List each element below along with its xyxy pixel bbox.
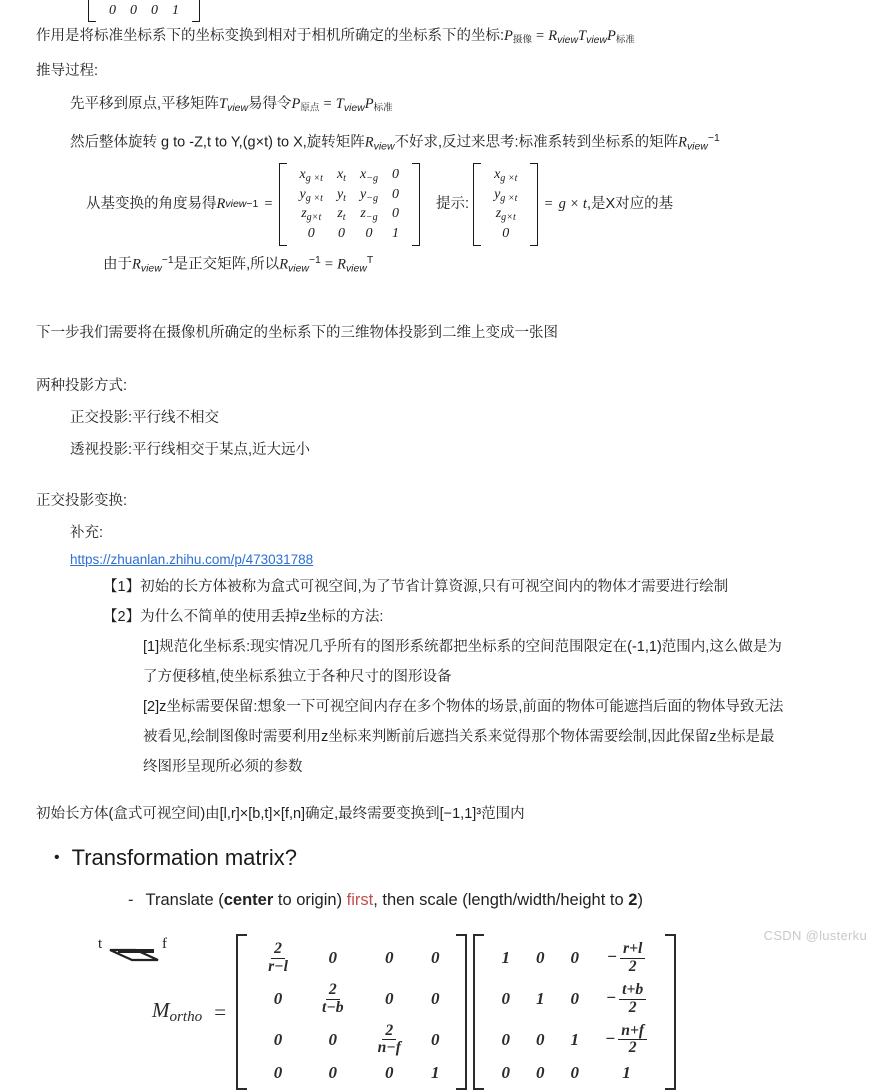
matrix-cell: $\frac{2}{n-f}$ — [377, 1021, 401, 1057]
label-f: f — [162, 936, 167, 952]
p-origin-symbol: P — [291, 95, 301, 112]
p-std-symbol: P — [364, 95, 374, 112]
p-std-symbol: P — [606, 28, 616, 44]
basis-change-row — [86, 163, 883, 245]
cuboid-definition: 初始长方体(盒式可视空间)由[l,r]×[b,t]×[f,n]确定,最终需要变换到[−1,1]³范围内 — [36, 805, 525, 822]
matrix-cell: − $\frac{n+f}{2}$ — [592, 1020, 661, 1061]
translate-text-b: 易得令 — [248, 95, 292, 112]
p-std-subscript: 标准 — [615, 34, 635, 46]
hint-rhs: g × t — [558, 195, 587, 212]
translate-text-a: 先平移到原点,平移矩阵 — [70, 95, 220, 112]
matrix-cell: 0 — [385, 1063, 394, 1083]
label-t: t — [98, 936, 103, 952]
equals-sign: = — [536, 28, 545, 44]
matrix-cell: 1 — [430, 1063, 440, 1083]
csdn-watermark: CSDN @lusterku — [763, 928, 867, 943]
matrix-cell: $z_{-g}$ — [360, 206, 378, 224]
matrix-cell: 0 — [109, 2, 116, 18]
matrix-cell: $y_{-g}$ — [359, 186, 379, 204]
matrix-cell: 0 — [501, 1063, 510, 1083]
bracket-right — [412, 163, 420, 245]
r-view-superscript: −1 — [246, 198, 259, 211]
r-view-subscript: view — [225, 198, 247, 211]
matrix-cell: $x_t$ — [336, 166, 346, 184]
equals-sign: = — [214, 999, 227, 1024]
matrix-cell: 0 — [365, 226, 373, 242]
matrix-cell: $y_t$ — [336, 186, 346, 204]
bracket-left — [236, 934, 247, 1090]
matrix-cell: 0 — [307, 226, 315, 242]
matrix-cell: $\frac{2}{r-l}$ — [268, 939, 288, 975]
paragraph-purpose — [36, 26, 883, 51]
r-view3-subscript: view — [345, 262, 367, 274]
hint-tail: ,是X对应的基 — [586, 195, 674, 212]
matrix-cell: 0 — [392, 186, 400, 202]
step-rotate — [70, 128, 883, 157]
matrix-cell: $x_{g \times t}$ — [299, 166, 323, 184]
slide-bullet-title: Transformation matrix? — [71, 844, 297, 870]
basis-change-text: 从基变换的角度易得 — [86, 195, 217, 212]
next-step-paragraph: 下一步我们需要将在摄像机所确定的坐标系下的三维物体投影到二维上变成一张图 — [36, 324, 558, 341]
matrix-cell: 0 — [430, 1029, 440, 1049]
r-view-subscript: view — [557, 34, 579, 46]
matrix-cell: 0 — [535, 948, 545, 968]
matrix-cell: 0 — [385, 989, 394, 1009]
equals-sign: = — [323, 95, 332, 112]
bracket-left — [473, 934, 484, 1090]
matrix-cell: 0 — [273, 989, 283, 1009]
matrix-cell: 0 — [130, 2, 137, 18]
matrix-cell: 1 — [392, 226, 400, 242]
matrix-cell: $y_{g \times t}$ — [494, 186, 518, 204]
note-text: 初始的长方体被称为盒式可视空间,为了节省计算资源,只有可视空间内的物体才需要进行绘制 — [140, 578, 729, 595]
m-subscript: ortho — [169, 1009, 203, 1026]
matrix-cell: 0 — [151, 2, 158, 18]
projection-types-heading: 两种投影方式: — [36, 377, 128, 394]
equals-sign: = — [544, 195, 553, 212]
ortho-section-heading: 正交投影变换: — [36, 492, 128, 509]
bracket-left — [88, 0, 96, 22]
matrix-cell: 0 — [328, 948, 338, 968]
t-view2-symbol: T — [335, 95, 344, 112]
ortho-note-text-b: 是正交矩阵,所以 — [173, 256, 280, 273]
r-view2-subscript: view — [288, 262, 309, 274]
note-marker: 【1】 — [103, 578, 141, 595]
matrix-cell: 0 — [273, 1063, 283, 1083]
r-view-symbol: R — [216, 195, 226, 212]
supplement-label: 补充: — [70, 524, 104, 541]
matrix-cell: 0 — [337, 226, 345, 242]
matrix-cell: 0 — [328, 1063, 338, 1083]
sub-note-2-line-1: [2]z坐标需要保留:想象一下可视空间内存在多个物体的场景,前面的物体可能遮挡后面的物体导致无法 — [143, 698, 784, 715]
r-view2-symbol: R — [678, 134, 687, 151]
purpose-text: 作用是将标准坐标系下的坐标变换到相对于相机所确定的坐标系下的坐标: — [36, 28, 505, 44]
hint-label: 提示: — [436, 195, 470, 212]
matrix-cell: 0 — [392, 166, 400, 182]
m-symbol: M — [152, 998, 170, 1023]
step-translate — [70, 94, 883, 119]
bracket-right — [665, 934, 676, 1090]
t-view-subscript: view — [227, 102, 248, 114]
top-matrix-fragment — [88, 0, 200, 18]
projection-type-orthographic: 正交投影:平行线不相交 — [70, 409, 220, 426]
matrix-cell: 0 — [535, 1063, 545, 1083]
matrix-cell: 1 — [622, 1063, 631, 1083]
t-view-symbol: T — [219, 95, 228, 112]
sub-note-2-line-3: 终图形呈现所必须的参数 — [143, 758, 303, 775]
projection-type-perspective: 透视投影:平行线相交于某点,近大远小 — [70, 441, 311, 458]
sub-part-7: ) — [637, 890, 643, 909]
note-marker: 【2】 — [103, 608, 141, 625]
p-camera-symbol: P — [504, 28, 513, 44]
sub-note-2-line-2: 被看见,绘制图像时需要利用z坐标来判断前后遮挡关系来觉得那个物体需要绘制,因此保留z坐标是最 — [143, 728, 775, 745]
slide-sub-translate-scale — [128, 891, 883, 910]
matrix-cell: 0 — [501, 989, 510, 1009]
matrix-cells — [481, 163, 530, 245]
matrix-cell: $\frac{2}{t-b}$ — [321, 980, 344, 1016]
orthogonal-note — [103, 250, 883, 279]
ortho-note-1 — [103, 577, 883, 598]
r-view-superscript: −1 — [161, 254, 174, 266]
sub-part-1: Translate ( — [145, 890, 224, 909]
matrix-cell: $y_{g \times t}$ — [299, 186, 323, 204]
p-camera-subscript: 摄像 — [512, 34, 533, 46]
matrix-cell: 1 — [570, 1029, 579, 1049]
matrix-cell: 0 — [430, 989, 440, 1009]
matrix-cell: $z_{g\times t}$ — [301, 206, 322, 224]
matrix-cell: − $\frac{t+b}{2}$ — [592, 979, 661, 1020]
matrix-cell: 1 — [501, 948, 510, 968]
p-std-subscript: 标准 — [373, 102, 393, 114]
matrix-cell: 0 — [430, 948, 440, 968]
ortho-note-text-a: 由于 — [103, 256, 132, 273]
r-view-symbol: R — [364, 134, 374, 151]
bracket-right — [192, 0, 200, 22]
sub-part-center: center — [223, 890, 274, 909]
matrix-cell: $z_t$ — [337, 206, 346, 224]
rview-inverse-matrix — [279, 163, 420, 245]
sub-part-first: first — [346, 890, 374, 909]
zhihu-article-link[interactable]: https://zhuanlan.zhihu.com/p/473031788 — [70, 551, 314, 567]
m-ortho-label — [152, 998, 202, 1026]
matrix-cell: 1 — [172, 2, 179, 18]
matrix-cells — [247, 934, 456, 1090]
matrix-cell: 0 — [502, 226, 510, 242]
sub-note-1-line-2: 了方便移植,使坐标系独立于各种尺寸的图形设备 — [143, 668, 452, 685]
derivation-heading: 推导过程: — [36, 62, 99, 79]
sub-part-3: to origin) — [273, 890, 347, 909]
r-view-subscript: view — [373, 141, 395, 153]
sub-part-two: 2 — [628, 890, 638, 909]
matrix-cells — [96, 0, 192, 22]
matrix-cell: 0 — [501, 1029, 510, 1049]
matrix-cell: $z_{g\times t}$ — [495, 206, 516, 224]
matrix-cell: $x_{-g}$ — [359, 166, 379, 184]
sub-note-1-line-1: [1]规范化坐标系:现实情况几乎所有的图形系统都把坐标系的空间范围限定在(-1,1)范围内,这么做是为 — [143, 638, 782, 655]
bracket-left — [473, 163, 481, 245]
bracket-right — [530, 163, 538, 245]
matrix-cell: 0 — [570, 948, 579, 968]
ortho-translate-matrix — [473, 934, 676, 1090]
r-view3-superscript: T — [366, 254, 374, 266]
figure-fragment-cuboid — [96, 932, 226, 962]
bracket-right — [456, 934, 467, 1090]
cuboid-diagram-icon — [96, 932, 226, 962]
note-text: 为什么不简单的使用丢掉z坐标的方法: — [140, 608, 384, 625]
equals-sign: = — [264, 195, 273, 212]
matrix-cell: 0 — [392, 206, 400, 222]
equals-sign: = — [324, 256, 334, 273]
matrix-fragment — [88, 0, 200, 22]
matrix-cell: − $\frac{r+l}{2}$ — [592, 938, 661, 979]
bullet-dot-icon: • — [54, 848, 60, 866]
matrix-cell: 0 — [570, 989, 579, 1009]
matrix-cell: $x_{g \times t}$ — [494, 166, 518, 184]
matrix-cell: 0 — [535, 1029, 545, 1049]
matrix-cell: 0 — [570, 1063, 579, 1083]
dash-marker-icon: - — [128, 890, 134, 909]
matrix-cells — [484, 934, 665, 1090]
r-view2-superscript: −1 — [707, 132, 720, 144]
r-view-subscript: view — [140, 262, 162, 274]
matrix-cell: 0 — [273, 1029, 283, 1049]
slide-bullet-transformation-matrix — [54, 845, 883, 871]
r-view2-subscript: view — [686, 141, 708, 153]
matrix-cell: 0 — [385, 948, 394, 968]
ortho-note-2 — [103, 607, 883, 628]
t-view-symbol: T — [578, 28, 587, 44]
hint-column-vector — [473, 163, 538, 245]
p-origin-subscript: 原点 — [300, 102, 320, 114]
r-view-symbol: R — [132, 256, 141, 273]
r-view3-symbol: R — [337, 256, 346, 273]
rotate-text-b: 不好求,反过来思考:标准系转到坐标系的矩阵 — [394, 134, 679, 151]
ortho-scale-matrix — [236, 934, 467, 1090]
sub-part-5: , then scale (length/width/height to — [373, 890, 629, 909]
r-view2-symbol: R — [279, 256, 289, 273]
t-view2-subscript: view — [343, 102, 365, 114]
ortho-matrix-equation — [152, 934, 883, 1090]
matrix-cell: 1 — [535, 989, 545, 1009]
r-view-symbol: R — [548, 28, 558, 44]
slide-sub-text — [146, 891, 643, 910]
rotate-text-a: 然后整体旋转 g to -Z,t to Y,(g×t) to X,旋转矩阵 — [70, 134, 365, 151]
matrix-cell: 0 — [328, 1029, 338, 1049]
bracket-left — [279, 163, 287, 245]
t-view-subscript: view — [586, 34, 607, 46]
matrix-cells — [287, 163, 412, 245]
r-view2-superscript: −1 — [308, 254, 321, 266]
